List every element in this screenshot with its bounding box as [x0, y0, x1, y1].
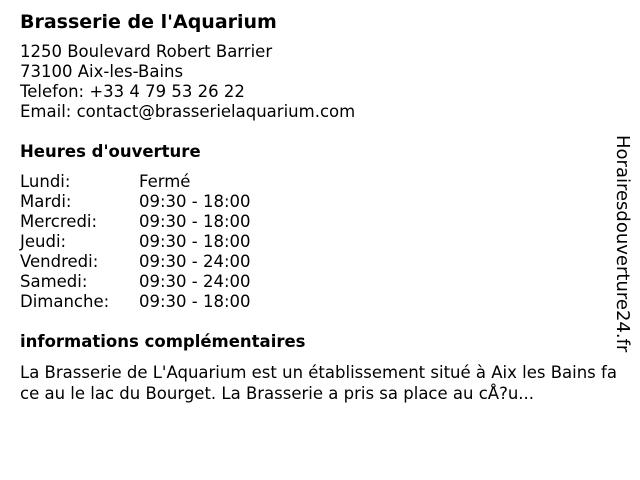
email-line: Email: contact@brasserielaquarium.com: [20, 102, 356, 121]
hours-row: [20, 172, 251, 192]
day-label: Jeudi:: [20, 232, 67, 251]
info-description: La Brasserie de L'Aquarium est un établissement situé à Aix les Bains face au le lac du Bourget. La Brasserie a pris sa place au cÅ?u...: [20, 363, 617, 403]
day-hours: Fermé: [139, 172, 191, 191]
hours-row: [20, 212, 251, 232]
day-label: Dimanche:: [20, 292, 110, 311]
phone-line: Telefon: +33 4 79 53 26 22: [20, 82, 245, 101]
site-watermark: Horairesdouverture24.fr: [612, 135, 633, 353]
hours-heading: Heures d'ouverture: [20, 142, 201, 161]
hours-table: [20, 172, 251, 312]
info-heading: informations complémentaires: [20, 332, 306, 351]
day-label: Mardi:: [20, 192, 72, 211]
contact-block: [20, 42, 620, 122]
address-city: 73100 Aix-les-Bains: [20, 62, 184, 81]
day-hours: 09:30 - 18:00: [139, 192, 251, 211]
hours-row: [20, 232, 251, 252]
day-hours: 09:30 - 24:00: [139, 252, 251, 271]
day-label: Lundi:: [20, 172, 71, 191]
hours-row: [20, 292, 251, 312]
day-label: Mercredi:: [20, 212, 98, 231]
day-hours: 09:30 - 18:00: [139, 212, 251, 231]
hours-row: [20, 272, 251, 292]
hours-row: [20, 252, 251, 272]
day-hours: 09:30 - 24:00: [139, 272, 251, 291]
hours-row: [20, 192, 251, 212]
business-name: Brasserie de l'Aquarium: [20, 11, 277, 33]
day-hours: 09:30 - 18:00: [139, 292, 251, 311]
address-street: 1250 Boulevard Robert Barrier: [20, 42, 273, 61]
day-hours: 09:30 - 18:00: [139, 232, 251, 251]
day-label: Samedi:: [20, 272, 88, 291]
business-card: [20, 10, 620, 404]
day-label: Vendredi:: [20, 252, 99, 271]
